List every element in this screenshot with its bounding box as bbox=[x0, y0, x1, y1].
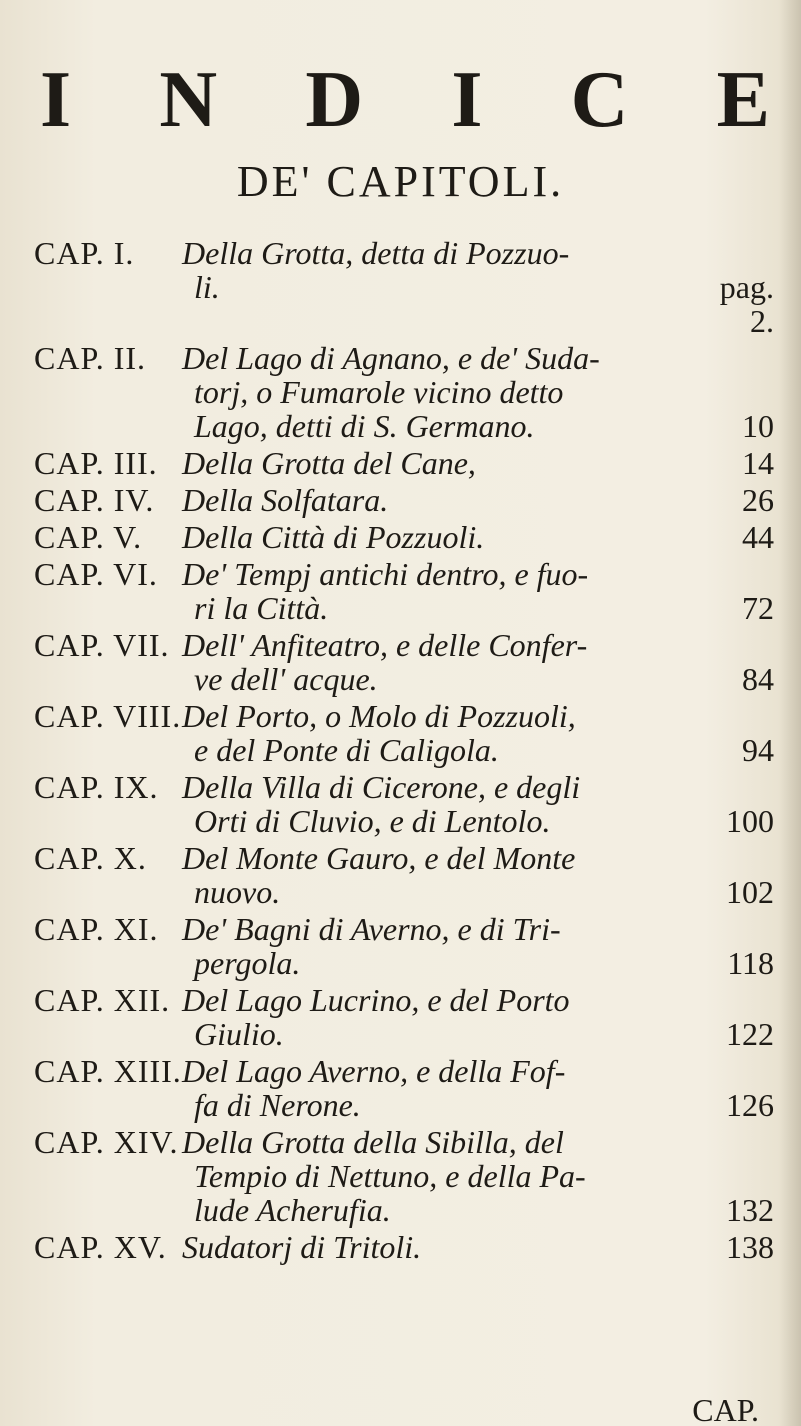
chapter-title-line: Della Villa di Cicerone, e degli bbox=[182, 769, 581, 805]
chapter-entry bbox=[34, 1125, 774, 1227]
chapter-number: CAP. VI. bbox=[34, 556, 158, 592]
chapter-title-line: e del Ponte di Caligola. bbox=[194, 732, 499, 768]
chapter-title-line: nuovo. bbox=[194, 874, 281, 910]
page-number: 14 bbox=[742, 445, 774, 481]
page-number: 118 bbox=[727, 945, 774, 981]
page-number: 10 bbox=[742, 408, 774, 444]
chapter-title-line: ri la Città. bbox=[194, 590, 329, 626]
chapter-title-line: De' Bagni di Averno, e di Tri- bbox=[182, 911, 561, 947]
chapter-title-line: Tempio di Nettuno, e della Pa- bbox=[194, 1158, 586, 1194]
chapter-title-line: Del Lago Lucrino, e del Porto bbox=[182, 982, 570, 1018]
chapter-entry bbox=[34, 770, 774, 838]
chapter-title-line: Del Lago di Agnano, e de' Suda- bbox=[182, 340, 600, 376]
page-number: pag. 2. bbox=[719, 269, 774, 339]
page-number: 44 bbox=[742, 519, 774, 555]
chapter-entry bbox=[34, 483, 774, 517]
title-letter: I bbox=[40, 56, 72, 144]
chapter-number: CAP. VII. bbox=[34, 627, 170, 663]
page-number: 94 bbox=[742, 732, 774, 768]
chapter-number: CAP. XI. bbox=[34, 911, 159, 947]
chapter-title-line: Della Città di Pozzuoli. bbox=[182, 519, 485, 555]
page-number: 132 bbox=[726, 1192, 774, 1228]
chapter-title-line: ve dell' acque. bbox=[194, 661, 378, 697]
chapter-title-line: Della Solfatara. bbox=[182, 482, 389, 518]
catchword: CAP. bbox=[692, 1392, 759, 1426]
chapter-number: CAP. XIV. bbox=[34, 1124, 179, 1160]
chapter-number: CAP. XII. bbox=[34, 982, 171, 1018]
page-title bbox=[40, 56, 770, 144]
chapter-number: CAP. X. bbox=[34, 840, 147, 876]
chapter-title-line: torj, o Fumarole vicino detto bbox=[194, 374, 564, 410]
chapter-number: CAP. III. bbox=[34, 445, 158, 481]
chapter-number: CAP. IX. bbox=[34, 769, 159, 805]
chapter-title-line: Del Monte Gauro, e del Monte bbox=[182, 840, 576, 876]
chapter-entry bbox=[34, 841, 774, 909]
chapter-entry bbox=[34, 557, 774, 625]
chapter-number: CAP. II. bbox=[34, 340, 147, 376]
chapter-title-line: Del Lago Averno, e della Fof- bbox=[182, 1053, 566, 1089]
chapter-entry bbox=[34, 983, 774, 1051]
page-number: 72 bbox=[742, 590, 774, 626]
title-letter: D bbox=[305, 56, 364, 144]
chapter-entry bbox=[34, 520, 774, 554]
chapter-number: CAP. XIII. bbox=[34, 1053, 182, 1089]
title-letter: N bbox=[159, 56, 218, 144]
title-letter: E bbox=[716, 56, 770, 144]
chapter-entry bbox=[34, 912, 774, 980]
chapter-entry bbox=[34, 1230, 774, 1264]
chapter-number: CAP. V. bbox=[34, 519, 143, 555]
chapter-number: CAP. I. bbox=[34, 235, 135, 271]
chapter-list bbox=[34, 236, 774, 1267]
chapter-entry bbox=[34, 446, 774, 480]
chapter-title-line: Della Grotta della Sibilla, del bbox=[182, 1124, 564, 1160]
chapter-entry bbox=[34, 628, 774, 696]
chapter-title-line: Del Porto, o Molo di Pozzuoli, bbox=[182, 698, 576, 734]
page-subtitle: DE' CAPITOLI. bbox=[236, 157, 565, 206]
chapter-title-line: Orti di Cluvio, e di Lentolo. bbox=[194, 803, 551, 839]
chapter-title-line: Giulio. bbox=[194, 1016, 284, 1052]
chapter-title-line: Lago, detti di S. Germano. bbox=[194, 408, 535, 444]
page-number: 102 bbox=[726, 874, 774, 910]
chapter-title-line: fa di Nerone. bbox=[194, 1087, 361, 1123]
chapter-number: CAP. VIII. bbox=[34, 698, 182, 734]
chapter-number: CAP. XV. bbox=[34, 1229, 167, 1265]
page-fold-shadow bbox=[779, 0, 801, 1426]
chapter-number: CAP. IV. bbox=[34, 482, 155, 518]
page-number: 138 bbox=[726, 1229, 774, 1265]
chapter-title-line: Sudatorj di Tritoli. bbox=[182, 1229, 422, 1265]
page-number: 126 bbox=[726, 1087, 774, 1123]
chapter-title-line: pergola. bbox=[194, 945, 301, 981]
chapter-entry bbox=[34, 341, 774, 443]
chapter-title-line: Della Grotta del Cane, bbox=[182, 445, 476, 481]
chapter-entry bbox=[34, 236, 774, 338]
title-letter: I bbox=[451, 56, 483, 144]
page-number: 26 bbox=[742, 482, 774, 518]
page-number: 122 bbox=[726, 1016, 774, 1052]
page-number: 100 bbox=[726, 803, 774, 839]
title-letter: C bbox=[570, 56, 629, 144]
chapter-entry bbox=[34, 1054, 774, 1122]
chapter-title-line: lude Acherufia. bbox=[194, 1192, 391, 1228]
chapter-title-line: li. bbox=[194, 269, 220, 305]
chapter-title-line: Dell' Anfiteatro, e delle Confer- bbox=[182, 627, 588, 663]
chapter-title-line: De' Tempj antichi dentro, e fuo- bbox=[182, 556, 589, 592]
page-number: 84 bbox=[742, 661, 774, 697]
chapter-entry bbox=[34, 699, 774, 767]
chapter-title-line: Della Grotta, detta di Pozzuo- bbox=[182, 235, 570, 271]
